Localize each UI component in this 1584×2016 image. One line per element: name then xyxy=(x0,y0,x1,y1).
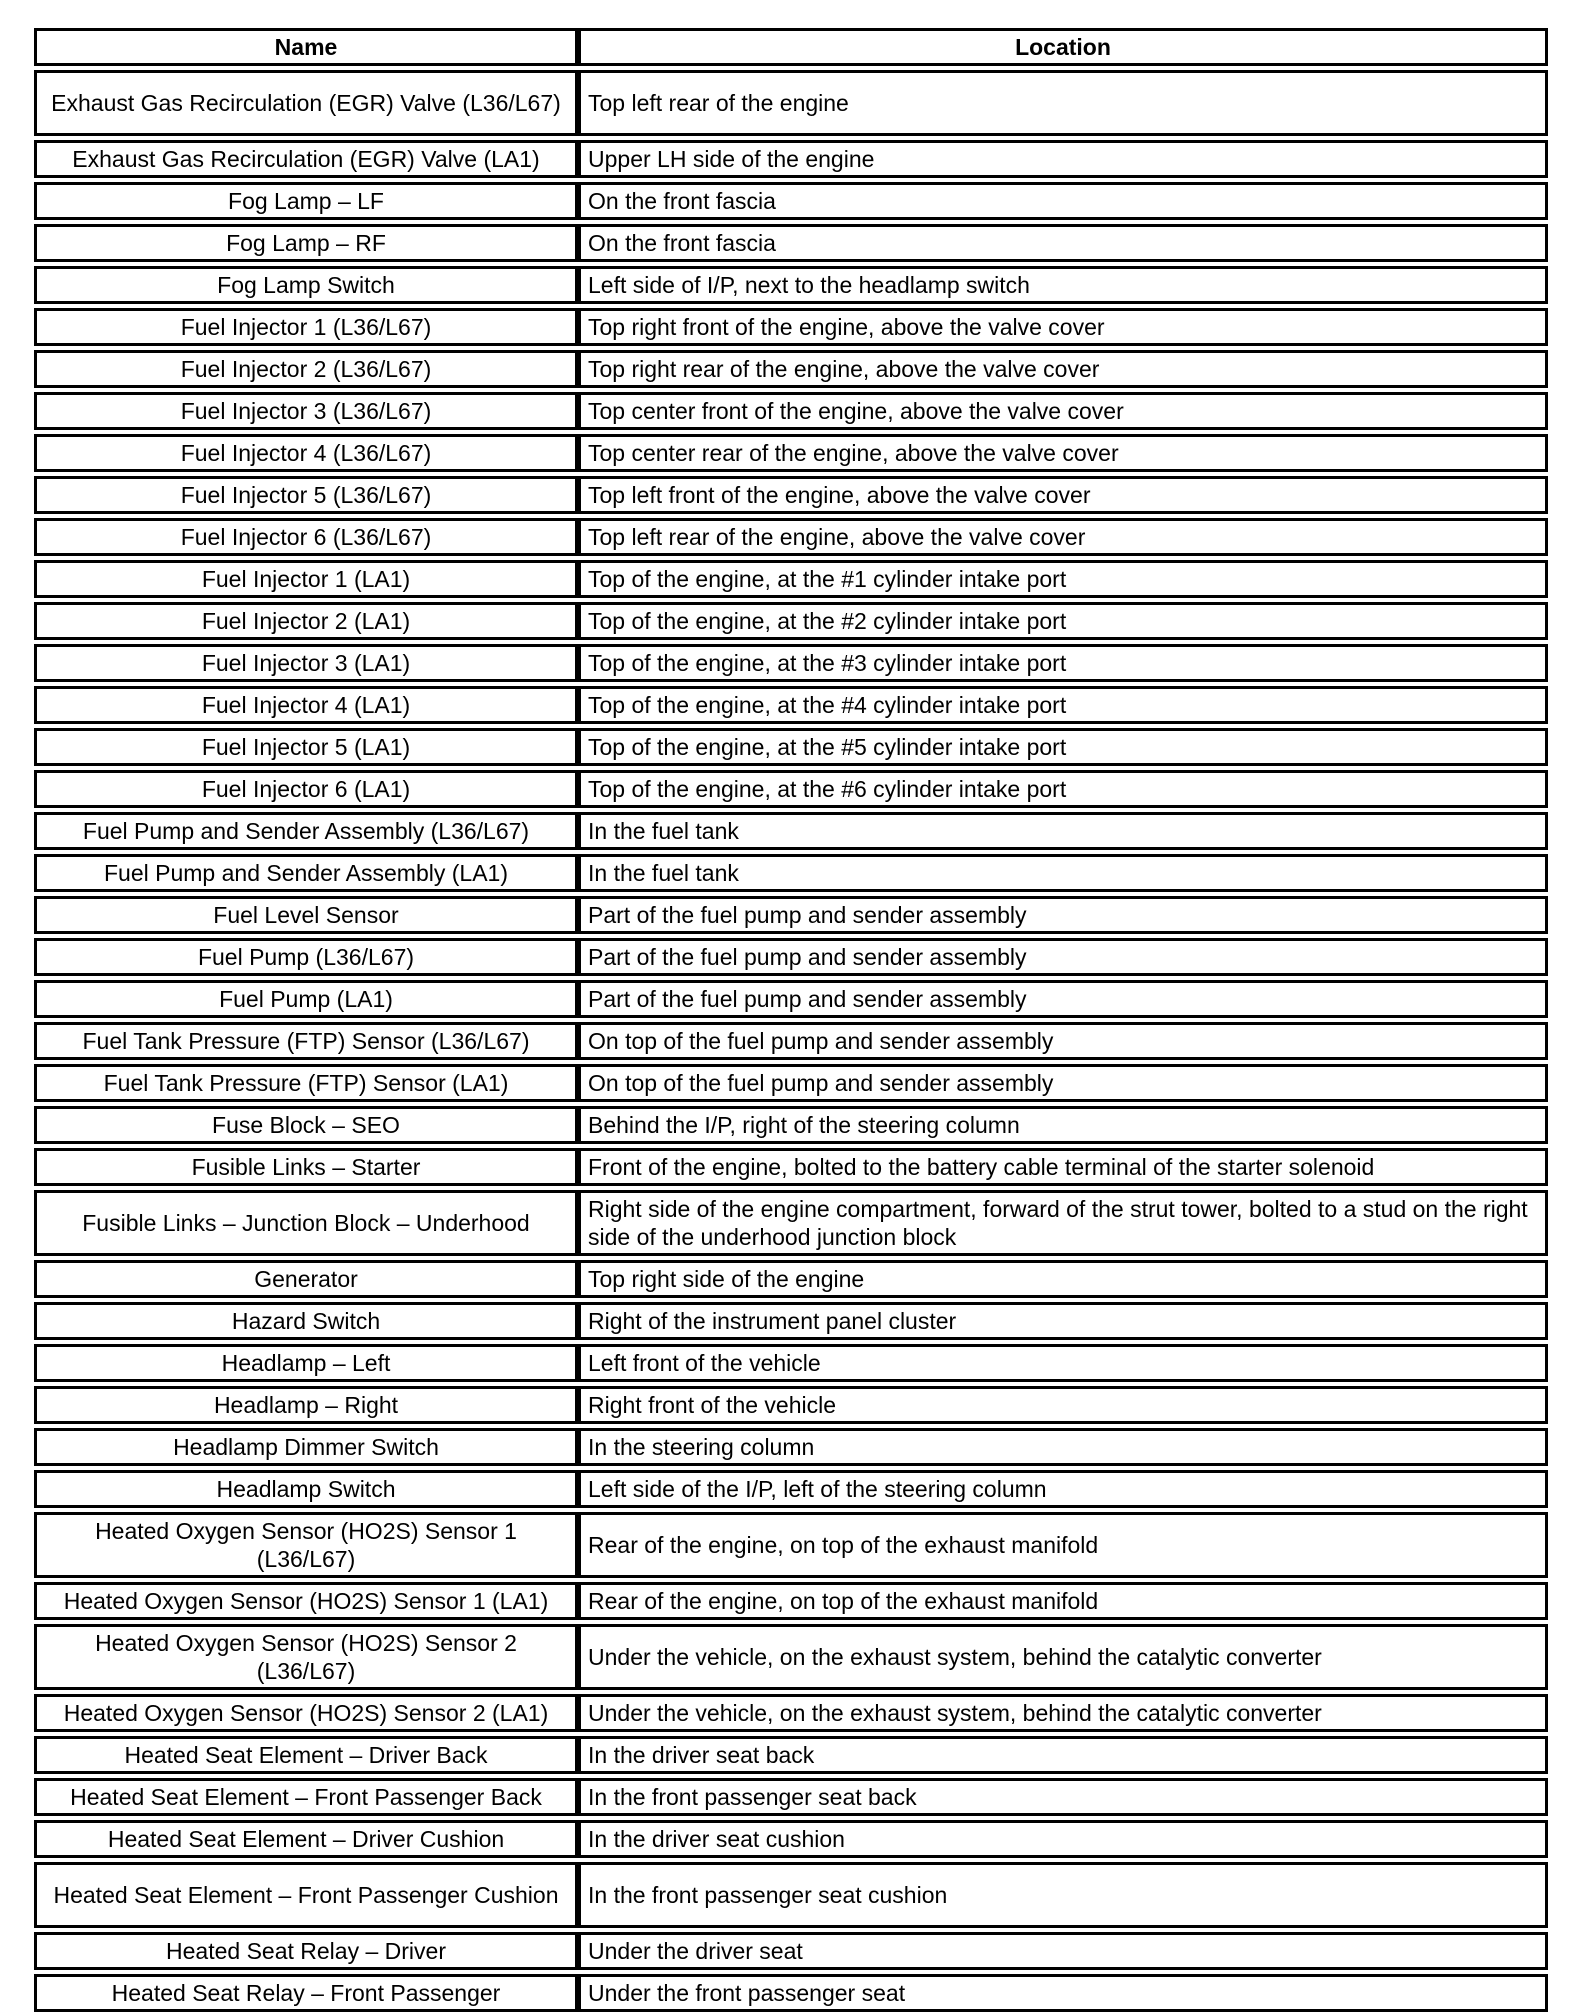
table-row xyxy=(34,392,1548,430)
table-row xyxy=(34,1106,1548,1144)
component-location-cell: Top right side of the engine xyxy=(578,1260,1548,1298)
component-location-cell: Part of the fuel pump and sender assembly xyxy=(578,938,1548,976)
component-location-cell: Left front of the vehicle xyxy=(578,1344,1548,1382)
component-location-cell: Left side of the I/P, left of the steering column xyxy=(578,1470,1548,1508)
component-name-cell: Headlamp – Right xyxy=(34,1386,578,1424)
component-location-cell: Top of the engine, at the #5 cylinder intake port xyxy=(578,728,1548,766)
component-name-cell: Exhaust Gas Recirculation (EGR) Valve (LA1) xyxy=(34,140,578,178)
table-row xyxy=(34,1064,1548,1102)
table-row xyxy=(34,1694,1548,1732)
component-location-cell: Top left rear of the engine, above the valve cover xyxy=(578,518,1548,556)
table-row xyxy=(34,224,1548,262)
component-name-cell: Heated Oxygen Sensor (HO2S) Sensor 1 (L36/L67) xyxy=(34,1512,578,1578)
table-row xyxy=(34,1428,1548,1466)
table-row xyxy=(34,644,1548,682)
component-name-cell: Fuel Pump (LA1) xyxy=(34,980,578,1018)
component-name-cell: Fuel Pump (L36/L67) xyxy=(34,938,578,976)
table-row xyxy=(34,1260,1548,1298)
component-name-cell: Heated Oxygen Sensor (HO2S) Sensor 1 (LA1) xyxy=(34,1582,578,1620)
component-location-cell: Top right front of the engine, above the valve cover xyxy=(578,308,1548,346)
component-location-cell: Top of the engine, at the #6 cylinder intake port xyxy=(578,770,1548,808)
component-location-cell: On the front fascia xyxy=(578,224,1548,262)
component-name-cell: Heated Seat Relay – Front Passenger xyxy=(34,1974,578,2012)
component-location-cell: Left side of I/P, next to the headlamp switch xyxy=(578,266,1548,304)
table-row xyxy=(34,266,1548,304)
component-location-cell: Right of the instrument panel cluster xyxy=(578,1302,1548,1340)
component-location-cell: Top of the engine, at the #1 cylinder intake port xyxy=(578,560,1548,598)
table-row xyxy=(34,1386,1548,1424)
component-name-cell: Headlamp Dimmer Switch xyxy=(34,1428,578,1466)
table-row xyxy=(34,1512,1548,1578)
component-location-cell: Top left front of the engine, above the valve cover xyxy=(578,476,1548,514)
table-row xyxy=(34,1624,1548,1690)
location-column-header: Location xyxy=(578,28,1548,66)
component-location-cell: Behind the I/P, right of the steering column xyxy=(578,1106,1548,1144)
component-location-cell: In the driver seat back xyxy=(578,1736,1548,1774)
component-name-cell: Fuel Injector 4 (LA1) xyxy=(34,686,578,724)
component-location-cell: Under the vehicle, on the exhaust system, behind the catalytic converter xyxy=(578,1624,1548,1690)
table-row xyxy=(34,434,1548,472)
component-location-cell: Top of the engine, at the #2 cylinder intake port xyxy=(578,602,1548,640)
component-name-cell: Fog Lamp – LF xyxy=(34,182,578,220)
component-location-cell: In the fuel tank xyxy=(578,854,1548,892)
table-row xyxy=(34,308,1548,346)
table-row xyxy=(34,1302,1548,1340)
table-row xyxy=(34,1820,1548,1858)
component-name-cell: Fuel Injector 2 (L36/L67) xyxy=(34,350,578,388)
component-location-cell: Part of the fuel pump and sender assembly xyxy=(578,896,1548,934)
component-name-cell: Heated Seat Element – Front Passenger Back xyxy=(34,1778,578,1816)
component-name-cell: Fuel Tank Pressure (FTP) Sensor (L36/L67) xyxy=(34,1022,578,1060)
component-name-cell: Fog Lamp – RF xyxy=(34,224,578,262)
table-row xyxy=(34,1470,1548,1508)
table-row xyxy=(34,812,1548,850)
component-name-cell: Fusible Links – Junction Block – Underhood xyxy=(34,1190,578,1256)
table-row xyxy=(34,1932,1548,1970)
table-row xyxy=(34,1862,1548,1928)
component-location-cell: In the fuel tank xyxy=(578,812,1548,850)
component-location-cell: Rear of the engine, on top of the exhaust manifold xyxy=(578,1582,1548,1620)
component-location-cell: Front of the engine, bolted to the battery cable terminal of the starter solenoid xyxy=(578,1148,1548,1186)
component-name-cell: Heated Oxygen Sensor (HO2S) Sensor 2 (LA1) xyxy=(34,1694,578,1732)
table-row xyxy=(34,770,1548,808)
component-name-cell: Heated Seat Element – Driver Back xyxy=(34,1736,578,1774)
component-name-cell: Fuel Injector 3 (LA1) xyxy=(34,644,578,682)
table-row xyxy=(34,560,1548,598)
component-location-cell: Top center front of the engine, above the valve cover xyxy=(578,392,1548,430)
table-row xyxy=(34,686,1548,724)
table-row xyxy=(34,1736,1548,1774)
table-row xyxy=(34,1778,1548,1816)
table-row xyxy=(34,1148,1548,1186)
component-location-cell: On the front fascia xyxy=(578,182,1548,220)
component-name-cell: Fuel Injector 6 (LA1) xyxy=(34,770,578,808)
component-location-cell: Right front of the vehicle xyxy=(578,1386,1548,1424)
table-row xyxy=(34,1190,1548,1256)
component-name-cell: Fuel Injector 5 (LA1) xyxy=(34,728,578,766)
component-name-cell: Fuel Injector 1 (LA1) xyxy=(34,560,578,598)
table-row xyxy=(34,350,1548,388)
component-location-cell: In the driver seat cushion xyxy=(578,1820,1548,1858)
component-location-cell: Part of the fuel pump and sender assembly xyxy=(578,980,1548,1018)
table-row xyxy=(34,1974,1548,2012)
component-location-cell: Under the front passenger seat xyxy=(578,1974,1548,2012)
component-name-cell: Heated Seat Relay – Driver xyxy=(34,1932,578,1970)
component-name-cell: Hazard Switch xyxy=(34,1302,578,1340)
component-name-cell: Headlamp Switch xyxy=(34,1470,578,1508)
table-row xyxy=(34,602,1548,640)
component-name-cell: Fuel Level Sensor xyxy=(34,896,578,934)
component-location-cell: Top of the engine, at the #4 cylinder intake port xyxy=(578,686,1548,724)
table-row xyxy=(34,980,1548,1018)
component-location-cell: In the steering column xyxy=(578,1428,1548,1466)
table-row xyxy=(34,1582,1548,1620)
component-name-cell: Heated Seat Element – Front Passenger Cushion xyxy=(34,1862,578,1928)
table-body xyxy=(34,70,1548,2012)
component-name-cell: Fuel Pump and Sender Assembly (LA1) xyxy=(34,854,578,892)
component-name-cell: Generator xyxy=(34,1260,578,1298)
component-location-table xyxy=(34,24,1548,2016)
component-location-cell: Upper LH side of the engine xyxy=(578,140,1548,178)
component-location-table-container xyxy=(34,28,1548,2016)
component-location-cell: Under the driver seat xyxy=(578,1932,1548,1970)
component-location-cell: Under the vehicle, on the exhaust system, behind the catalytic converter xyxy=(578,1694,1548,1732)
component-name-cell: Heated Oxygen Sensor (HO2S) Sensor 2 (L36/L67) xyxy=(34,1624,578,1690)
component-name-cell: Headlamp – Left xyxy=(34,1344,578,1382)
component-location-cell: On top of the fuel pump and sender assembly xyxy=(578,1064,1548,1102)
component-location-cell: On top of the fuel pump and sender assembly xyxy=(578,1022,1548,1060)
component-name-cell: Fuel Injector 4 (L36/L67) xyxy=(34,434,578,472)
component-name-cell: Fog Lamp Switch xyxy=(34,266,578,304)
table-row xyxy=(34,854,1548,892)
table-row xyxy=(34,1344,1548,1382)
table-row xyxy=(34,938,1548,976)
component-name-cell: Heated Seat Element – Driver Cushion xyxy=(34,1820,578,1858)
component-name-cell: Exhaust Gas Recirculation (EGR) Valve (L36/L67) xyxy=(34,70,578,136)
component-name-cell: Fuse Block – SEO xyxy=(34,1106,578,1144)
table-row xyxy=(34,1022,1548,1060)
table-row xyxy=(34,140,1548,178)
component-name-cell: Fuel Injector 1 (L36/L67) xyxy=(34,308,578,346)
component-name-cell: Fuel Injector 3 (L36/L67) xyxy=(34,392,578,430)
component-name-cell: Fusible Links – Starter xyxy=(34,1148,578,1186)
component-location-cell: Top right rear of the engine, above the valve cover xyxy=(578,350,1548,388)
component-location-cell: In the front passenger seat back xyxy=(578,1778,1548,1816)
component-name-cell: Fuel Tank Pressure (FTP) Sensor (LA1) xyxy=(34,1064,578,1102)
table-row xyxy=(34,476,1548,514)
component-name-cell: Fuel Injector 6 (L36/L67) xyxy=(34,518,578,556)
component-location-cell: Top of the engine, at the #3 cylinder intake port xyxy=(578,644,1548,682)
component-name-cell: Fuel Pump and Sender Assembly (L36/L67) xyxy=(34,812,578,850)
component-location-cell: Rear of the engine, on top of the exhaust manifold xyxy=(578,1512,1548,1578)
component-location-cell: Top left rear of the engine xyxy=(578,70,1548,136)
table-row xyxy=(34,728,1548,766)
name-column-header: Name xyxy=(34,28,578,66)
component-name-cell: Fuel Injector 2 (LA1) xyxy=(34,602,578,640)
table-row xyxy=(34,70,1548,136)
component-name-cell: Fuel Injector 5 (L36/L67) xyxy=(34,476,578,514)
component-location-cell: In the front passenger seat cushion xyxy=(578,1862,1548,1928)
table-row xyxy=(34,896,1548,934)
table-row xyxy=(34,182,1548,220)
table-row xyxy=(34,518,1548,556)
component-location-cell: Top center rear of the engine, above the valve cover xyxy=(578,434,1548,472)
table-header-row xyxy=(34,28,1548,66)
component-location-cell: Right side of the engine compartment, forward of the strut tower, bolted to a stud on the right side of the underhood junction block xyxy=(578,1190,1548,1256)
